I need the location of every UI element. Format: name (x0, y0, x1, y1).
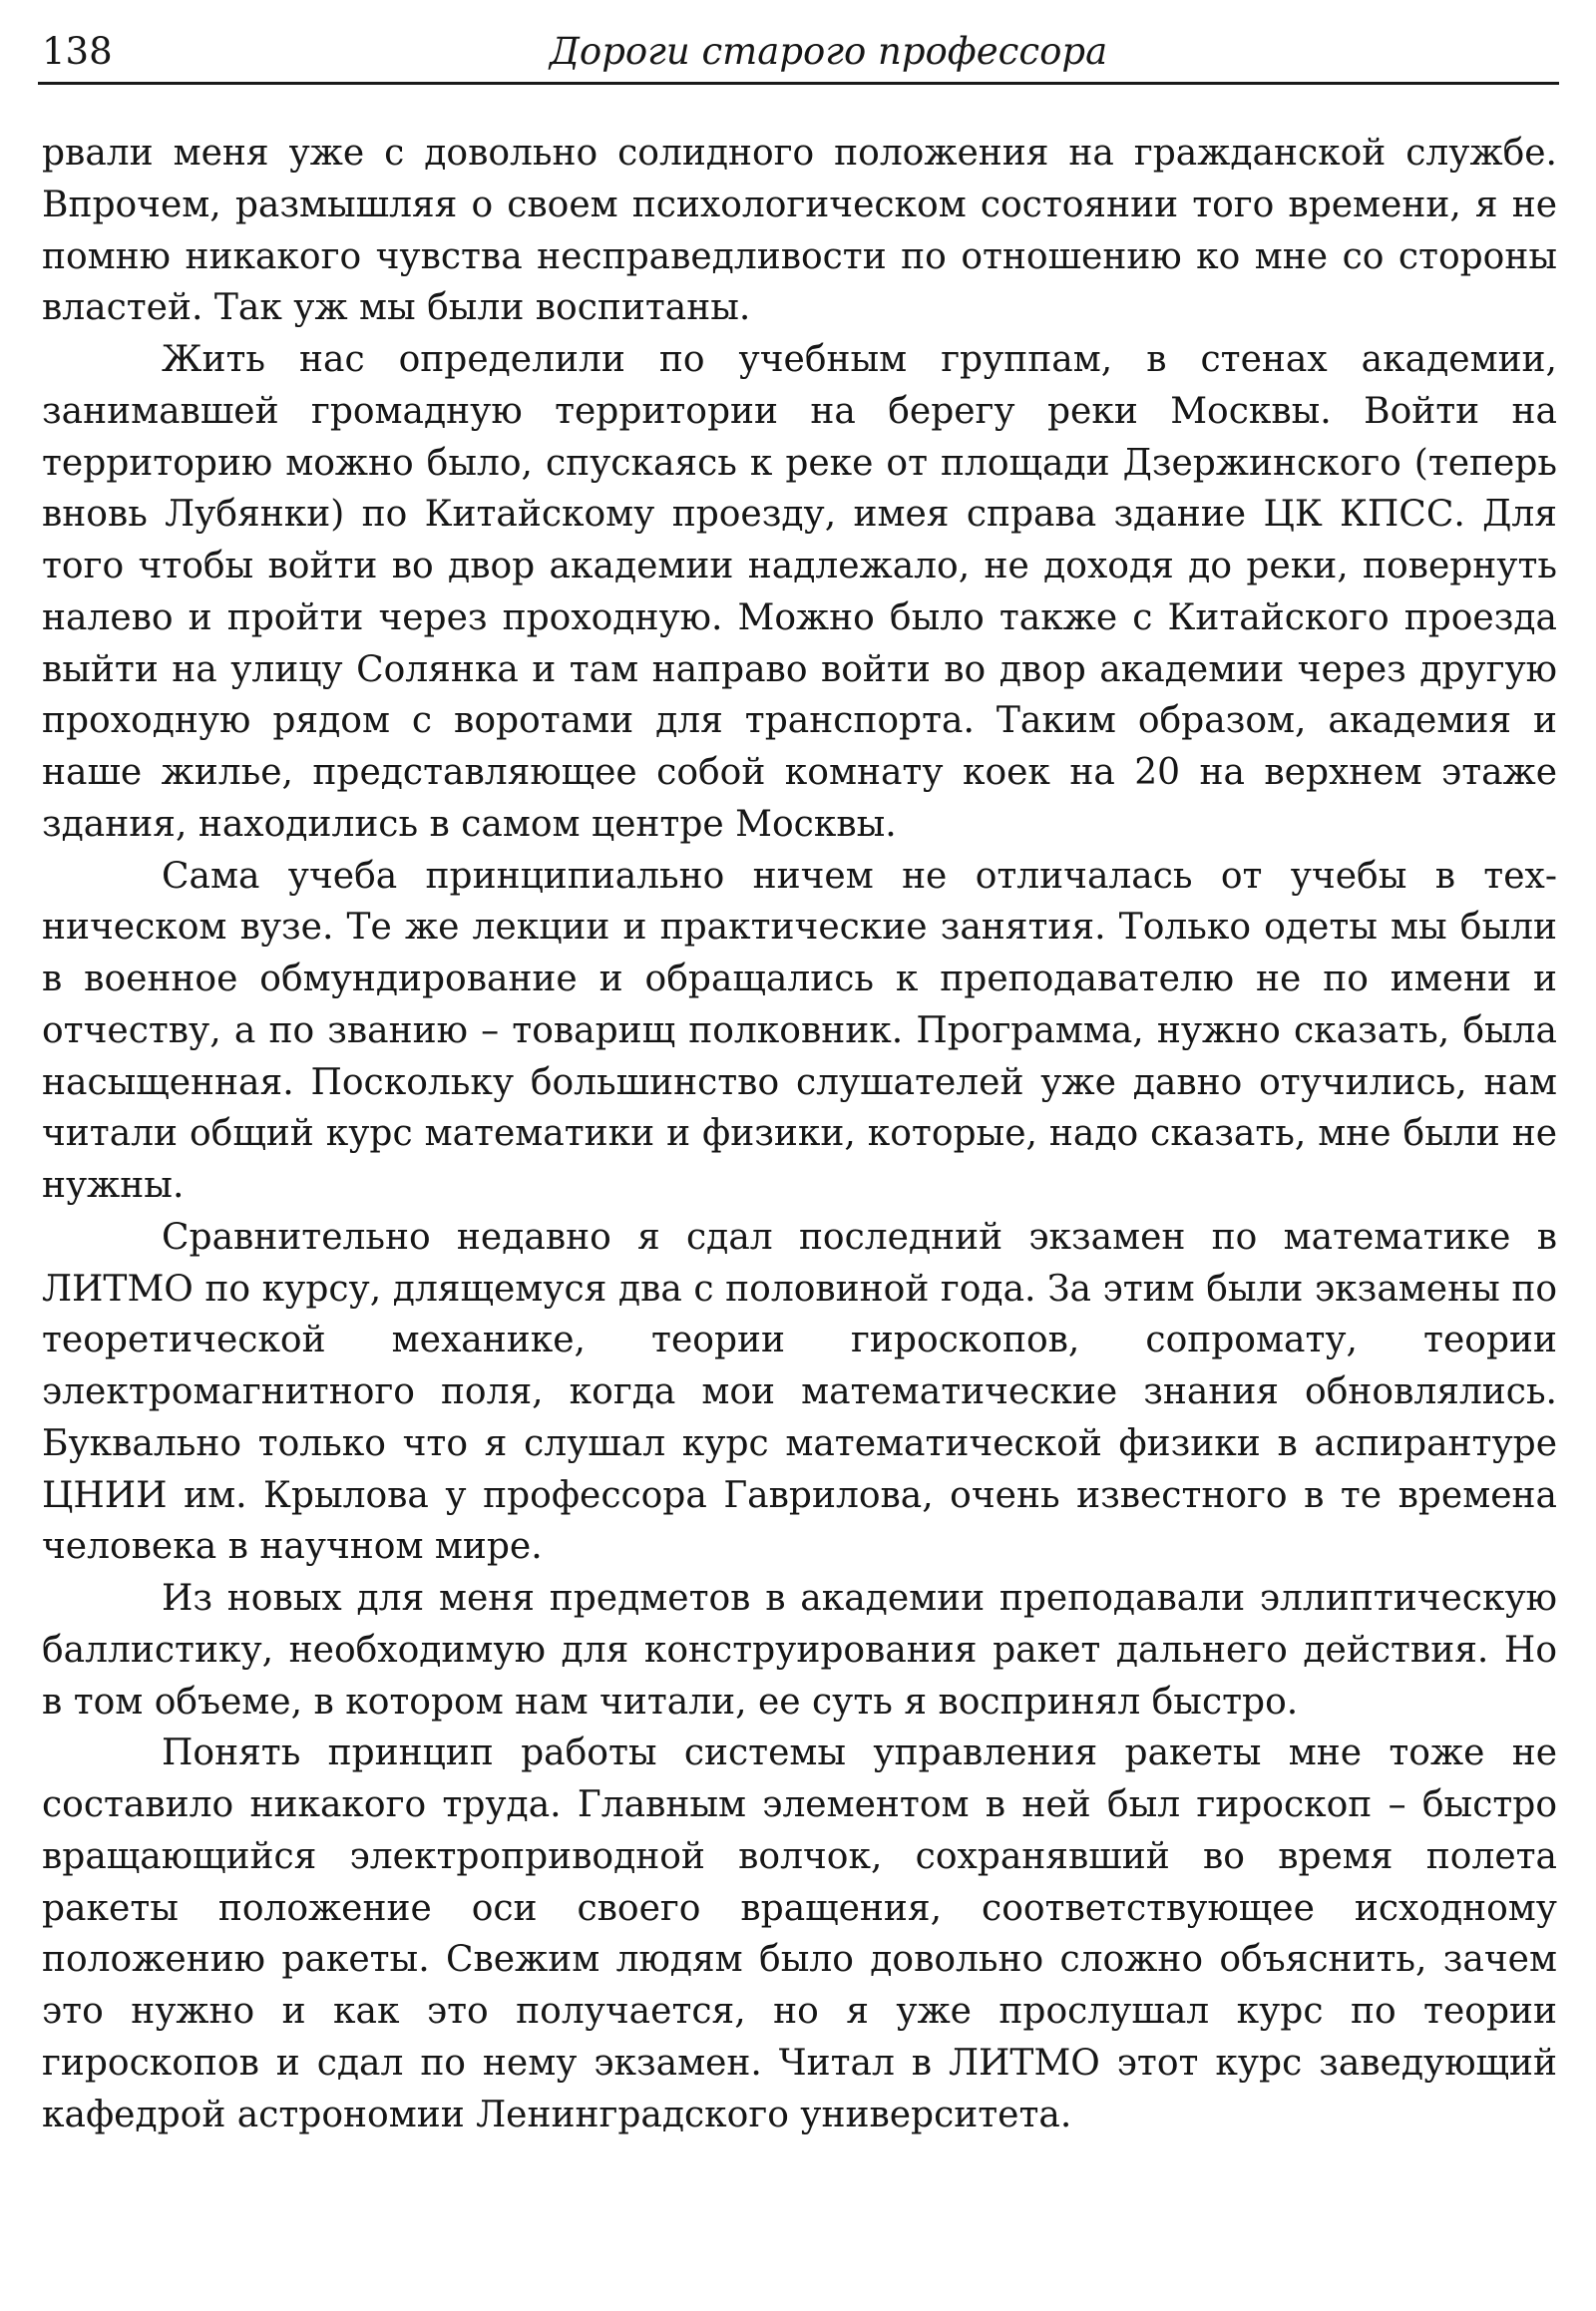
paragraph: Из новых для меня предметов в академии преподавали эллиптическую баллистику, необходимую для конструирования ракет дальнего действия. Но в том объеме, в котором нам читали, ее суть я воспринял быстро. (42, 1578, 1557, 1723)
paragraph-continuation: рвали меня уже с довольно солидного положения на гражданской службе. Впрочем, размышляя о своем психологическом состоянии того времени, я не помню никакого чувства несправедливости по отношению ко мне со стороны властей. Так уж мы были воспитаны. (42, 133, 1557, 329)
paragraph: Сравнительно недавно я сдал последний экзамен по математике в ЛИТМО по курсу, длящемуся два с половиной года. За этим были экзамены по теоретической механике, теории гироскопов, сопромату, теории электромагнитного поля, когда мои математические знания обновлялись. Буквально только что я слушал курс математической физики в аспирантуре ЦНИИ им. Крылова у профессора Гаврилова, очень известного в те времена человека в научном мире. (42, 1216, 1557, 1568)
body-text (42, 128, 1557, 2140)
paragraph: Жить нас определили по учебным группам, в стенах академии, занимавшей громадную территории на берегу реки Москвы. Войти на территорию можно было, спускаясь к реке от площади Дзержинского (теперь вновь Лубянки) по Китайскому проезду, имея справа здание ЦК КПСС. Для того чтобы войти во двор академии надлежало, не доходя до реки, повернуть налево и пройти через проходную. Можно было также с Китайского проезда выйти на улицу Солянка и там направо войти во двор академии через другую проходную рядом с воротами для транспорта. Таким образом, академия и наше жилье, представляющее собой комнату коек на 20 на верхнем этаже здания, находились в самом центре Москвы. (42, 339, 1557, 845)
paragraph: Сама учеба принципиально ничем не отличалась от учебы в техническом вузе. Те же лекции и практические занятия. Только одеты мы были в военное обмундирование и обращались к преподавателю не по имени и отчеству, а по званию – товарищ полковник. Программа, нужно сказать, была насыщенная. Поскольку большинство слушателей уже давно отучились, нам читали общий курс математики и физики, которые, надо сказать, мне были не нужны. (42, 855, 1557, 1206)
running-header (38, 20, 1559, 85)
book-page (38, 0, 1559, 2311)
page-number: 138 (42, 30, 113, 73)
running-title: Дороги старого профессора (549, 30, 1108, 73)
paragraph: Понять принцип работы системы управления ракеты мне тоже не составило никакого труда. Главным элементом в ней был гироскоп – быстро вращающийся электроприводной волчок, сохранявший во время полета ракеты положение оси своего вращения, соответствующее исходному положению ракеты. Свежим людям было довольно сложно объяснить, зачем это нужно и как это получается, но я уже прослушал курс по теории гироскопов и сдал по нему экзамен. Читал в ЛИТМО этот курс заведующий кафедрой астрономии Ленинградского университета. (42, 1733, 1557, 2135)
